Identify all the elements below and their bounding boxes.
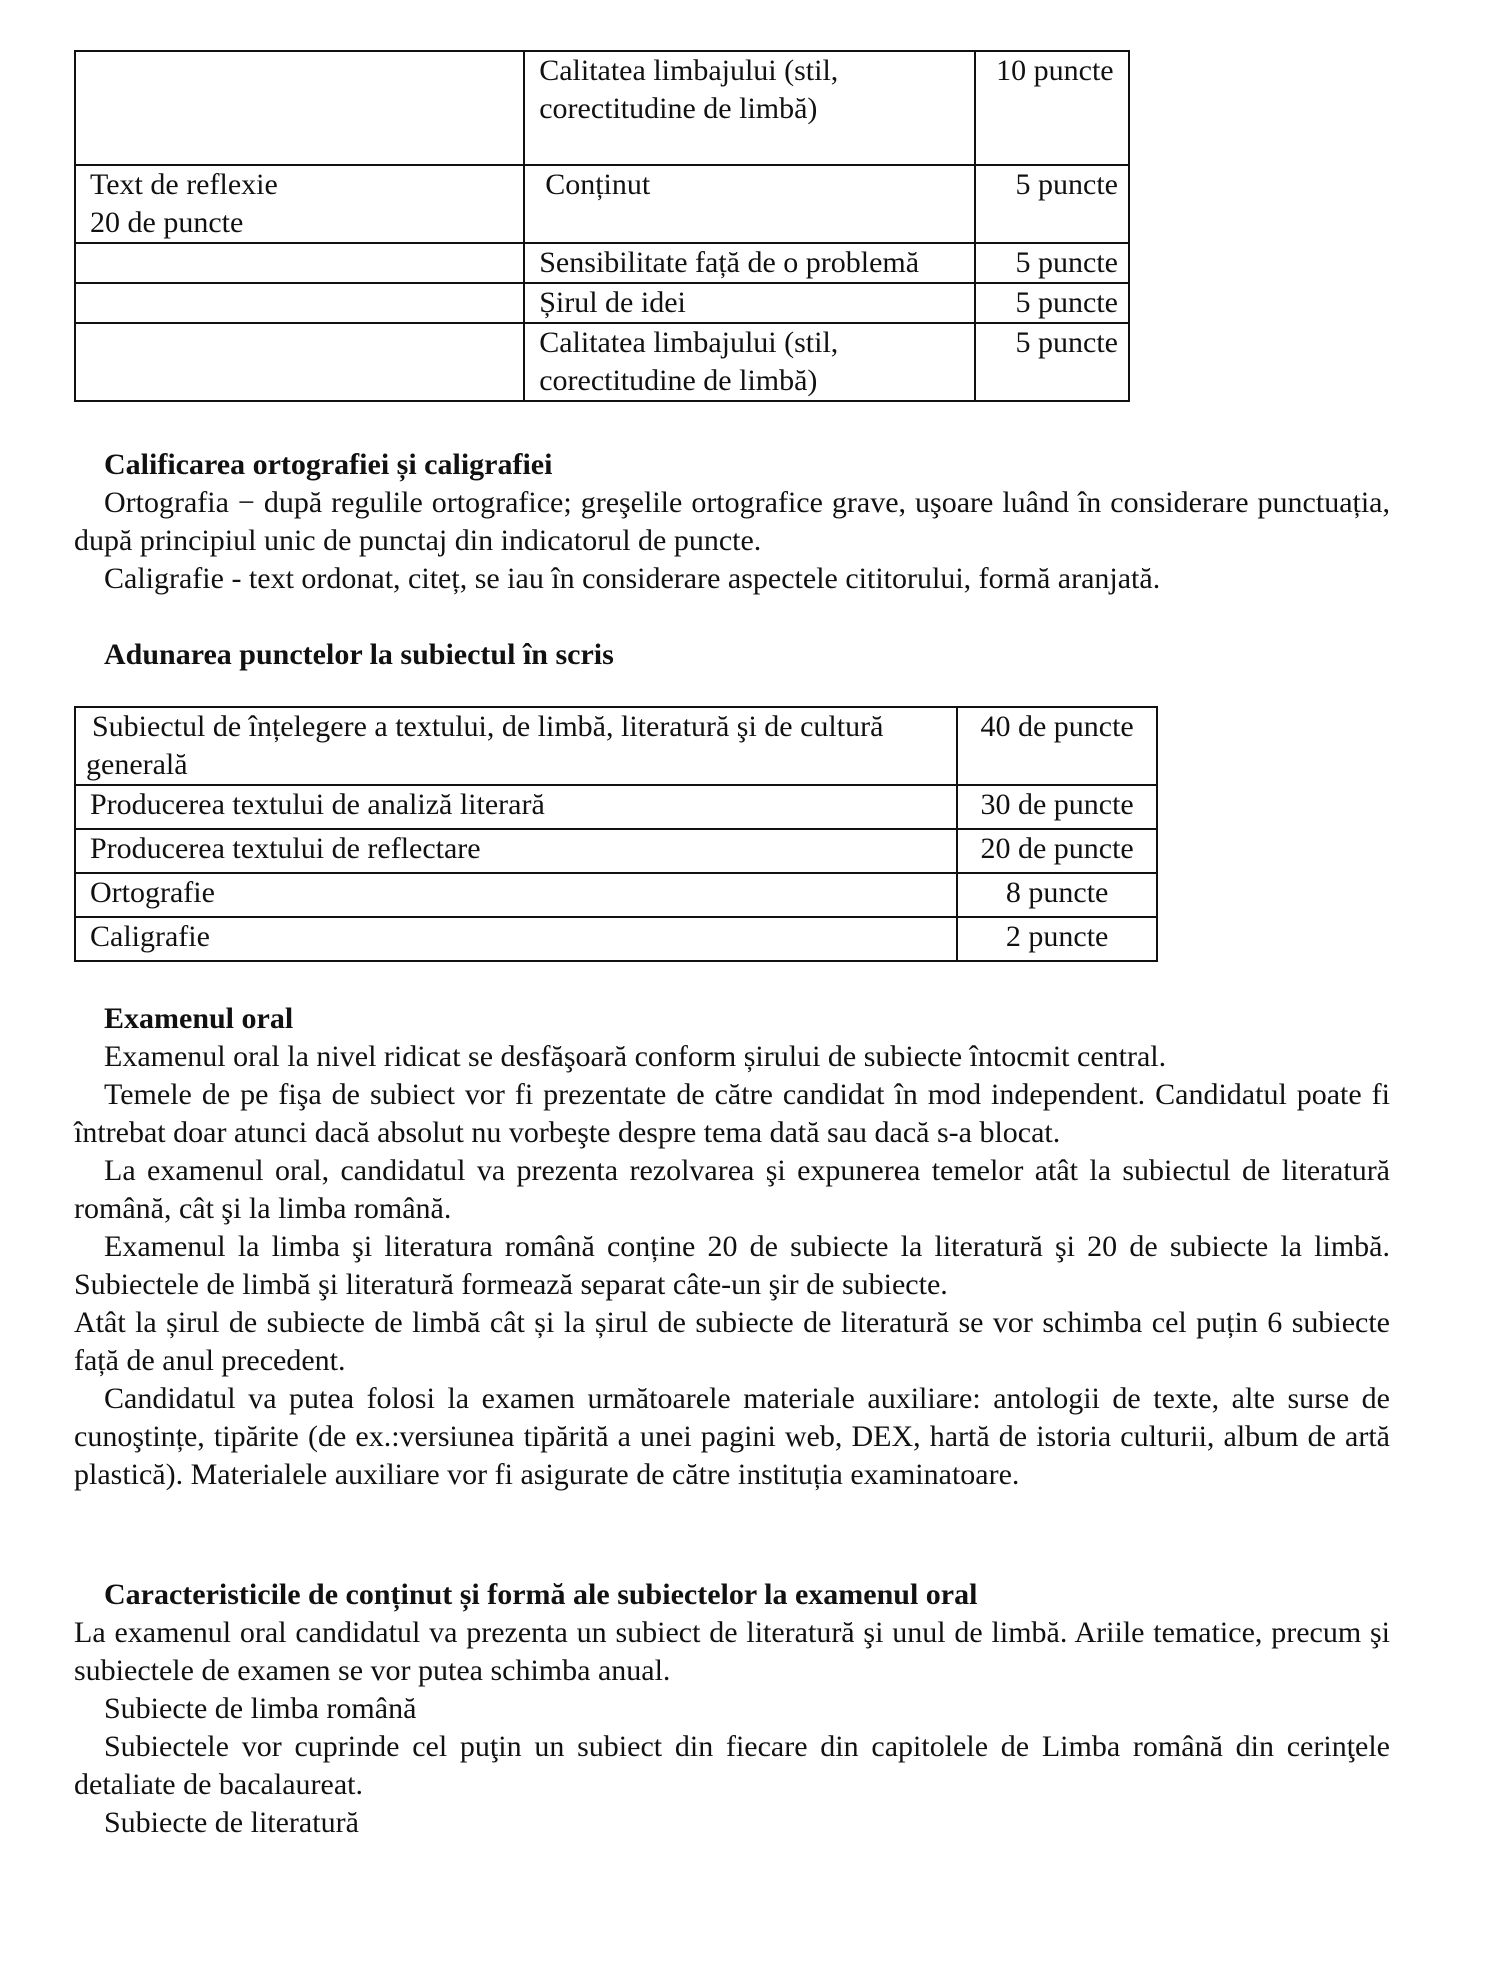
table-row bbox=[75, 165, 1129, 243]
oral-exam-section bbox=[74, 1000, 1390, 1494]
table-cell-label: Producerea textului de analiză literară bbox=[75, 785, 957, 829]
section-label: Text de reflexie 20 de puncte bbox=[90, 168, 278, 239]
table-row bbox=[75, 829, 1157, 873]
table-row bbox=[75, 917, 1157, 961]
subheading: Subiecte de limba română bbox=[104, 1692, 417, 1725]
orthography-section bbox=[74, 446, 1390, 598]
table-cell bbox=[75, 323, 524, 401]
table-cell-points: 2 puncte bbox=[957, 917, 1157, 961]
table-cell: Calitatea limbajului (stil, corectitudine de limbă) bbox=[524, 323, 975, 401]
paragraph: Subiectele vor cuprinde cel puţin un subiect din fiecare din capitolele de Limba română din cerinţele detaliate de bacalaureat. bbox=[74, 1730, 1390, 1801]
table-cell bbox=[75, 51, 524, 165]
table-row bbox=[75, 51, 1129, 165]
reflection-scoring-table bbox=[74, 50, 1130, 402]
table-cell bbox=[75, 283, 524, 323]
paragraph: Ortografia − după regulile ortografice; greşelile ortografice grave, uşoare luând în considerare punctuația, după principiul unic de punctaj din indicatorul de puncte. bbox=[74, 486, 1390, 557]
points-summary-section bbox=[74, 636, 1390, 674]
table-cell-points: 5 puncte bbox=[975, 323, 1129, 401]
table-cell: Calitatea limbajului (stil, corectitudine de limbă) bbox=[524, 51, 975, 165]
table-cell: Șirul de idei bbox=[524, 283, 975, 323]
row-label: Subiectul de înțelegere a textului, de limbă, literatură şi de cultură generală bbox=[86, 710, 884, 781]
table-cell bbox=[75, 243, 524, 283]
table-cell-label: Producerea textului de reflectare bbox=[75, 829, 957, 873]
oral-characteristics-section bbox=[74, 1576, 1390, 1842]
points-summary-table bbox=[74, 706, 1158, 962]
paragraph: Temele de pe fişa de subiect vor fi prezentate de către candidat în mod independent. Candidatul poate fi întrebat doar atunci dacă absolut nu vorbeşte despre tema dată sau dacă s-a blocat. bbox=[74, 1078, 1390, 1149]
paragraph: Examenul la limba şi literatura română conține 20 de subiecte la literatură şi 20 de subiecte la limbă. Subiectele de limbă şi literatură formează separat câte-un şir de subiecte. bbox=[74, 1230, 1390, 1301]
table-row bbox=[75, 873, 1157, 917]
paragraph: Examenul oral la nivel ridicat se desfăşoară conform șirului de subiecte întocmit central. bbox=[104, 1040, 1167, 1073]
section-heading: Caracteristicile de conținut și formă ale subiectelor la examenul oral bbox=[104, 1578, 978, 1611]
section-heading: Adunarea punctelor la subiectul în scris bbox=[104, 638, 614, 671]
table-row bbox=[75, 243, 1129, 283]
table-cell bbox=[75, 165, 524, 243]
table-row bbox=[75, 785, 1157, 829]
table-row bbox=[75, 323, 1129, 401]
table-cell-label: Ortografie bbox=[75, 873, 957, 917]
paragraph: Atât la șirul de subiecte de limbă cât și la șirul de subiecte de literatură se vor schimba cel puțin 6 subiecte față de anul precedent. bbox=[74, 1306, 1390, 1377]
table-cell-points: 8 puncte bbox=[957, 873, 1157, 917]
paragraph: Caligrafie - text ordonat, citeț, se iau în considerare aspectele cititorului, formă aranjată. bbox=[104, 562, 1161, 595]
table-cell-points: 30 de puncte bbox=[957, 785, 1157, 829]
table-row bbox=[75, 283, 1129, 323]
table-cell-label bbox=[75, 707, 957, 785]
table-cell: Sensibilitate față de o problemă bbox=[524, 243, 975, 283]
table-cell-points bbox=[975, 51, 1129, 165]
table-cell-points: 5 puncte bbox=[975, 243, 1129, 283]
table-row bbox=[75, 707, 1157, 785]
table-cell-points: 5 puncte bbox=[975, 165, 1129, 243]
table-cell: Conținut bbox=[524, 165, 975, 243]
section-heading: Calificarea ortografiei și caligrafiei bbox=[104, 448, 553, 481]
table-cell-label: Caligrafie bbox=[75, 917, 957, 961]
paragraph: La examenul oral, candidatul va prezenta rezolvarea şi expunerea temelor atât la subiectul de literatură română, cât şi la limba română. bbox=[74, 1154, 1390, 1225]
table-cell-points: 20 de puncte bbox=[957, 829, 1157, 873]
points-text: 10 puncte bbox=[996, 54, 1114, 87]
paragraph: La examenul oral candidatul va prezenta un subiect de literatură şi unul de limbă. Ariile tematice, precum şi subiectele de examen se vor putea schimba anual. bbox=[74, 1616, 1390, 1687]
table-cell-points: 40 de puncte bbox=[957, 707, 1157, 785]
paragraph: Candidatul va putea folosi la examen următoarele materiale auxiliare: antologii de texte, alte surse de cunoştințe, tipărite (de ex.:versiunea tipărită a unei pagini web, DEX, hartă de istoria culturii, album de artă plastică). Materialele auxiliare vor fi asigurate de către instituția examinatoare. bbox=[74, 1382, 1390, 1491]
section-heading: Examenul oral bbox=[104, 1002, 294, 1035]
table-cell-points: 5 puncte bbox=[975, 283, 1129, 323]
subheading: Subiecte de literatură bbox=[104, 1806, 359, 1839]
